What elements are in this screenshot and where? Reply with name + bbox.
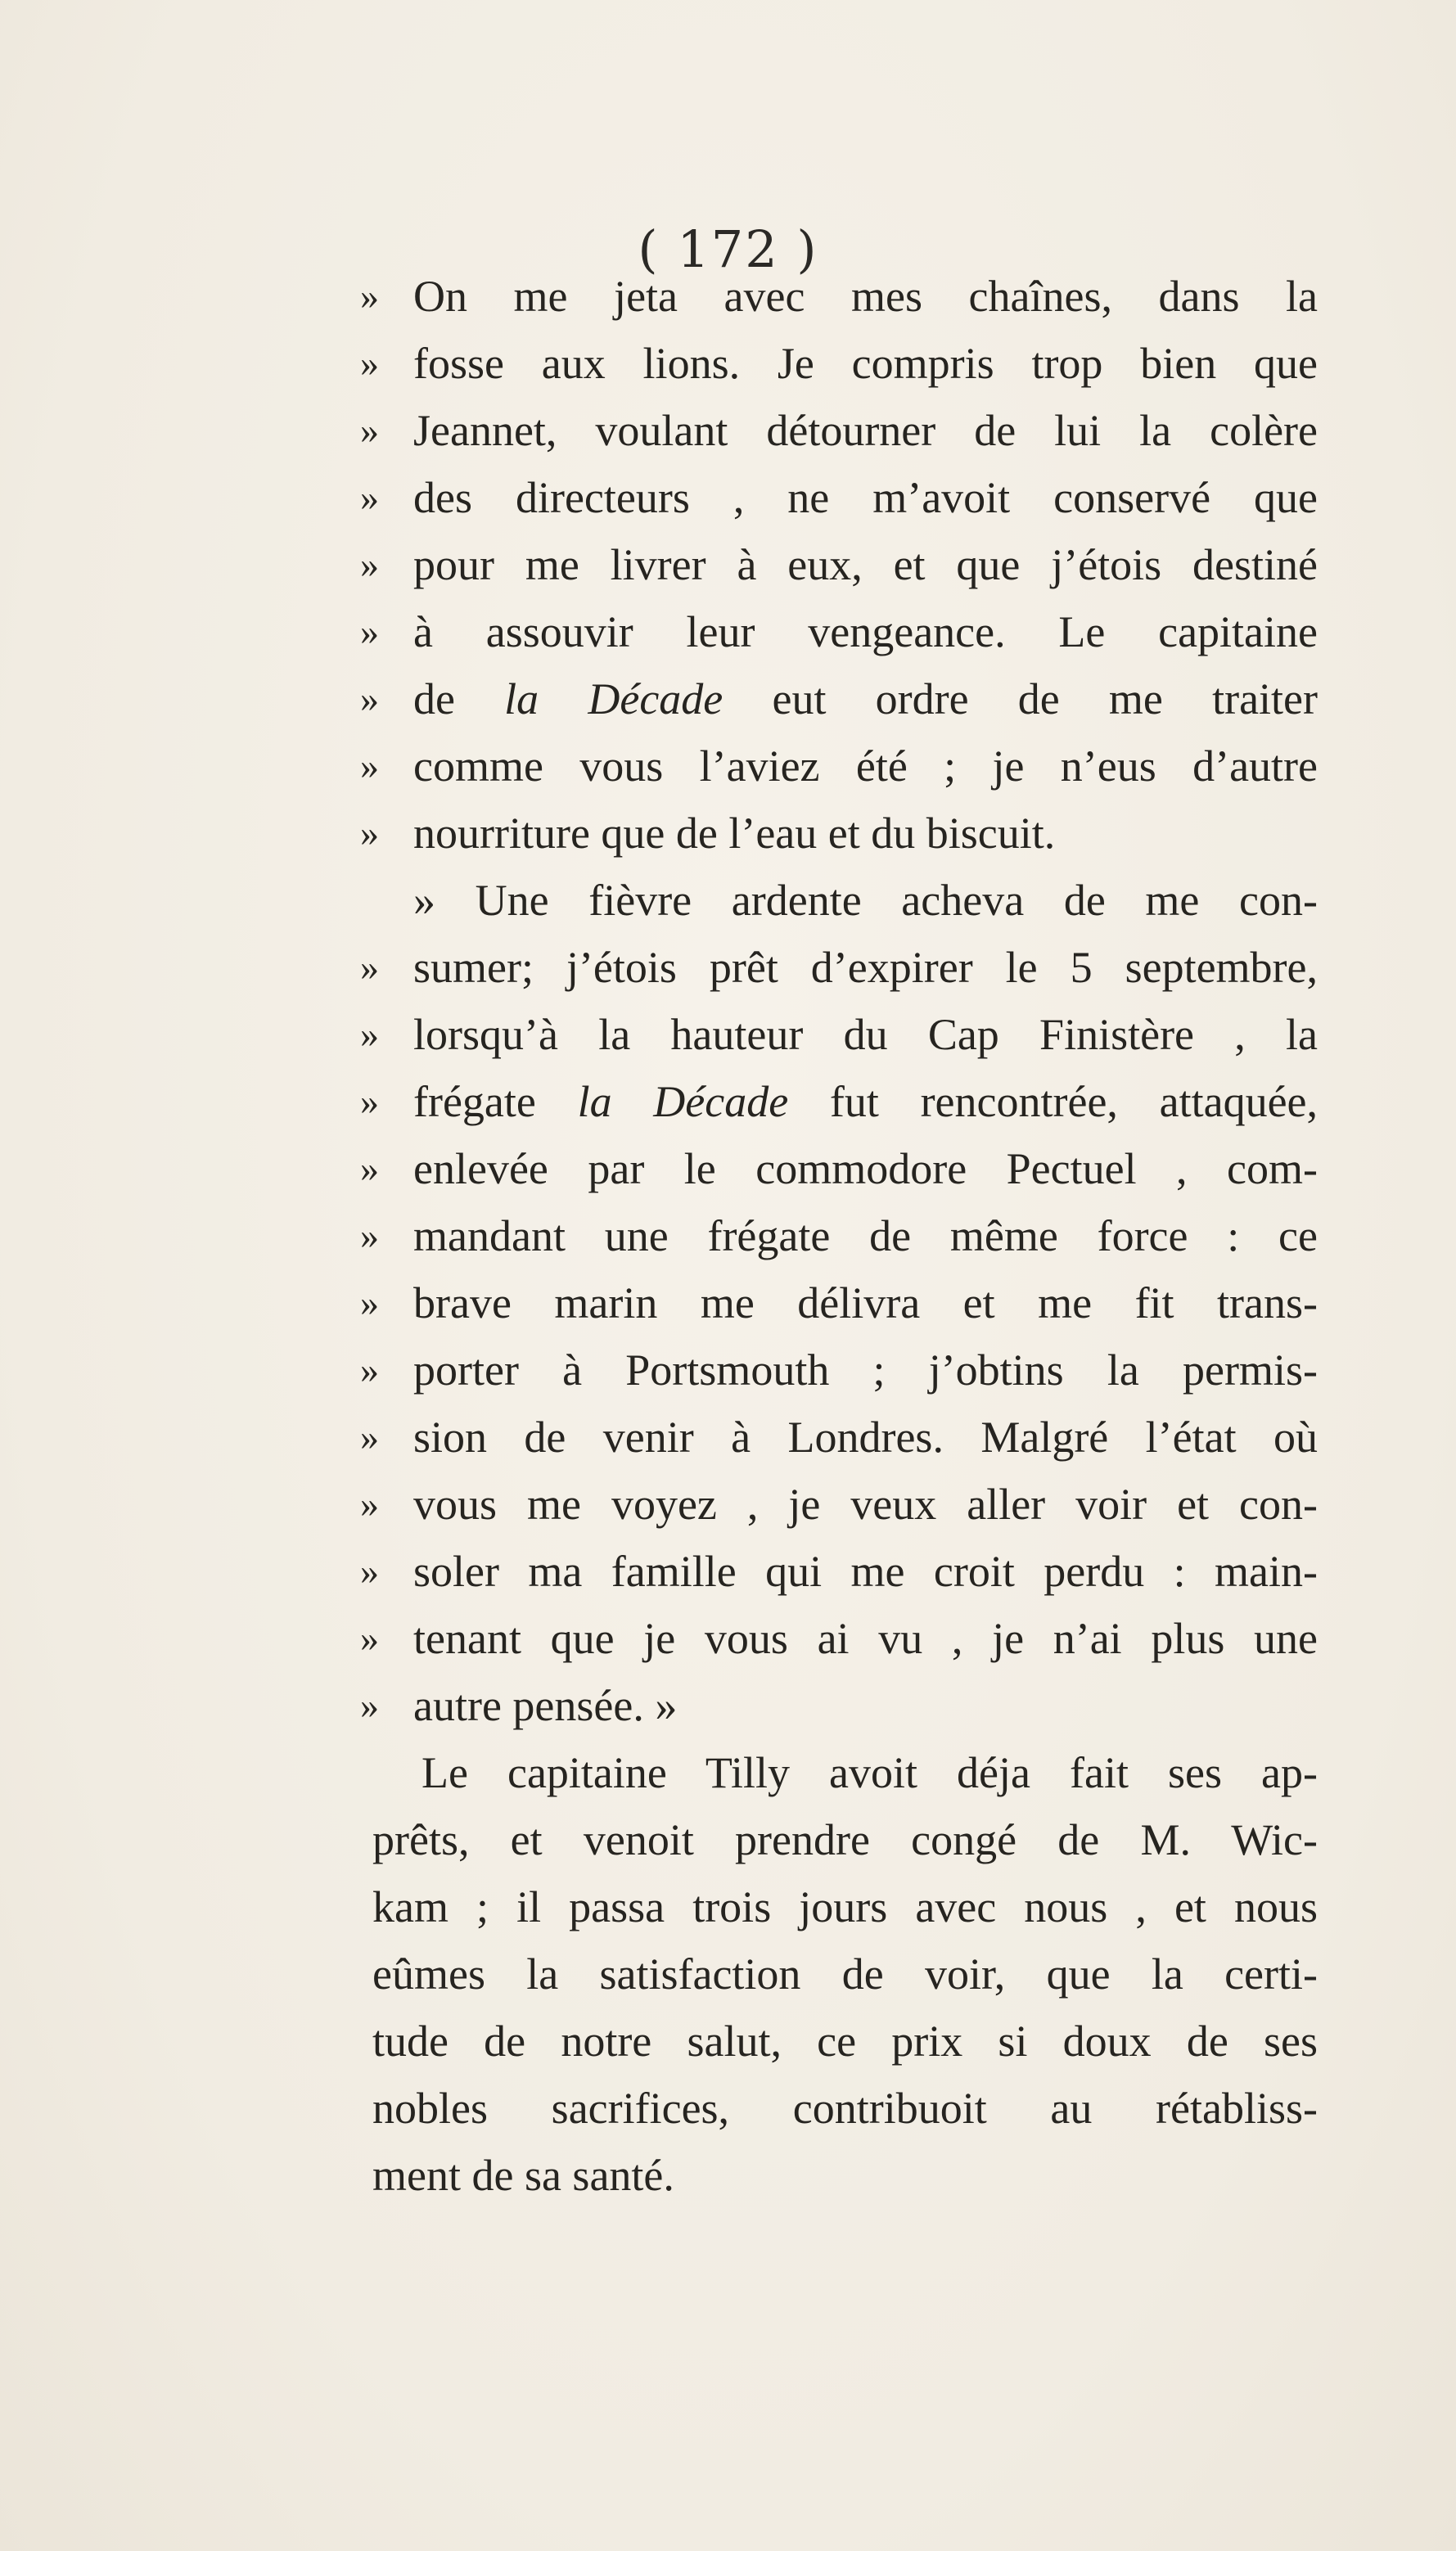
quote-mark: »	[360, 1080, 379, 1122]
line-text: nourriture que de l’eau et du biscuit.	[413, 809, 1056, 858]
quote-mark: »	[360, 1550, 379, 1592]
line-text: eûmes la satisfaction de voir, que la certi-	[372, 1949, 1318, 1999]
quote-mark: »	[360, 1416, 379, 1458]
line-text: tenant que je vous ai vu , je n’ai plus une	[413, 1614, 1318, 1663]
line-text: de la Décade eut ordre de me traiter	[413, 674, 1319, 723]
quote-mark: »	[360, 678, 379, 719]
quote-mark: »	[360, 1282, 379, 1323]
quote-mark: »	[360, 1147, 379, 1189]
line-text: tude de notre salut, ce prix si doux de ses	[372, 2017, 1318, 2066]
line-text: » Une fièvre ardente acheva de me con-	[413, 876, 1318, 925]
line-text: frégate la Décade fut rencontrée, attaquée,	[413, 1077, 1318, 1126]
line-text: des directeurs , ne m’avoit conservé que	[413, 473, 1318, 522]
line-text: ment de sa santé.	[372, 2151, 674, 2200]
quote-mark: »	[360, 476, 379, 518]
line-text: Le capitaine Tilly avoit déja fait ses ap-	[421, 1748, 1318, 1797]
line-text: Jeannet, voulant détourner de lui la colère	[413, 406, 1318, 455]
line-text: mandant une frégate de même force : ce	[413, 1211, 1318, 1260]
line-text: porter à Portsmouth ; j’obtins la permis-	[413, 1345, 1318, 1395]
line-text: vous me voyez , je veux aller voir et con-	[413, 1480, 1318, 1529]
line-text: autre pensée. »	[413, 1681, 678, 1730]
line-text: prêts, et venoit prendre congé de M. Wic-	[372, 1815, 1318, 1864]
line-text: nobles sacrifices, contribuoit au rétabliss-	[372, 2084, 1318, 2133]
quote-mark: »	[360, 1013, 379, 1055]
line-text: fosse aux lions. Je compris trop bien que	[413, 339, 1318, 388]
quote-mark: »	[360, 812, 379, 854]
italic-title: la Décade	[577, 1077, 789, 1126]
quote-mark: »	[360, 611, 379, 652]
italic-title: la Décade	[504, 674, 723, 723]
quote-mark: »	[360, 543, 379, 585]
line-text: brave marin me délivra et me fit trans-	[413, 1278, 1318, 1327]
line-text: soler ma famille qui me croit perdu : main-	[413, 1547, 1318, 1596]
line-text: On me jeta avec mes chaînes, dans la	[413, 272, 1318, 321]
line-text: sion de venir à Londres. Malgré l’état où	[413, 1413, 1318, 1462]
quote-mark: »	[360, 1617, 379, 1659]
quote-mark: »	[360, 1215, 379, 1256]
line-text: sumer; j’étois prêt d’expirer le 5 septembre,	[413, 943, 1318, 992]
quote-mark: »	[360, 1684, 379, 1726]
quote-mark: »	[360, 745, 379, 786]
page-number: ( 172 )	[638, 219, 818, 279]
quote-mark: »	[360, 1483, 379, 1525]
line-text: comme vous l’aviez été ; je n’eus d’autre	[413, 741, 1318, 791]
line-text: pour me livrer à eux, et que j’étois destiné	[413, 540, 1318, 589]
quote-mark: »	[360, 342, 379, 384]
quote-mark: »	[360, 1349, 379, 1390]
line-text: enlevée par le commodore Pectuel , com-	[413, 1144, 1318, 1193]
line-text: à assouvir leur vengeance. Le capitaine	[413, 607, 1318, 656]
line-text: kam ; il passa trois jours avec nous , et nous	[372, 1882, 1318, 1931]
quote-mark: »	[360, 946, 379, 988]
quote-mark: »	[360, 409, 379, 451]
line-text: lorsqu’à la hauteur du Cap Finistère , la	[413, 1010, 1318, 1059]
quote-mark: »	[360, 275, 379, 317]
